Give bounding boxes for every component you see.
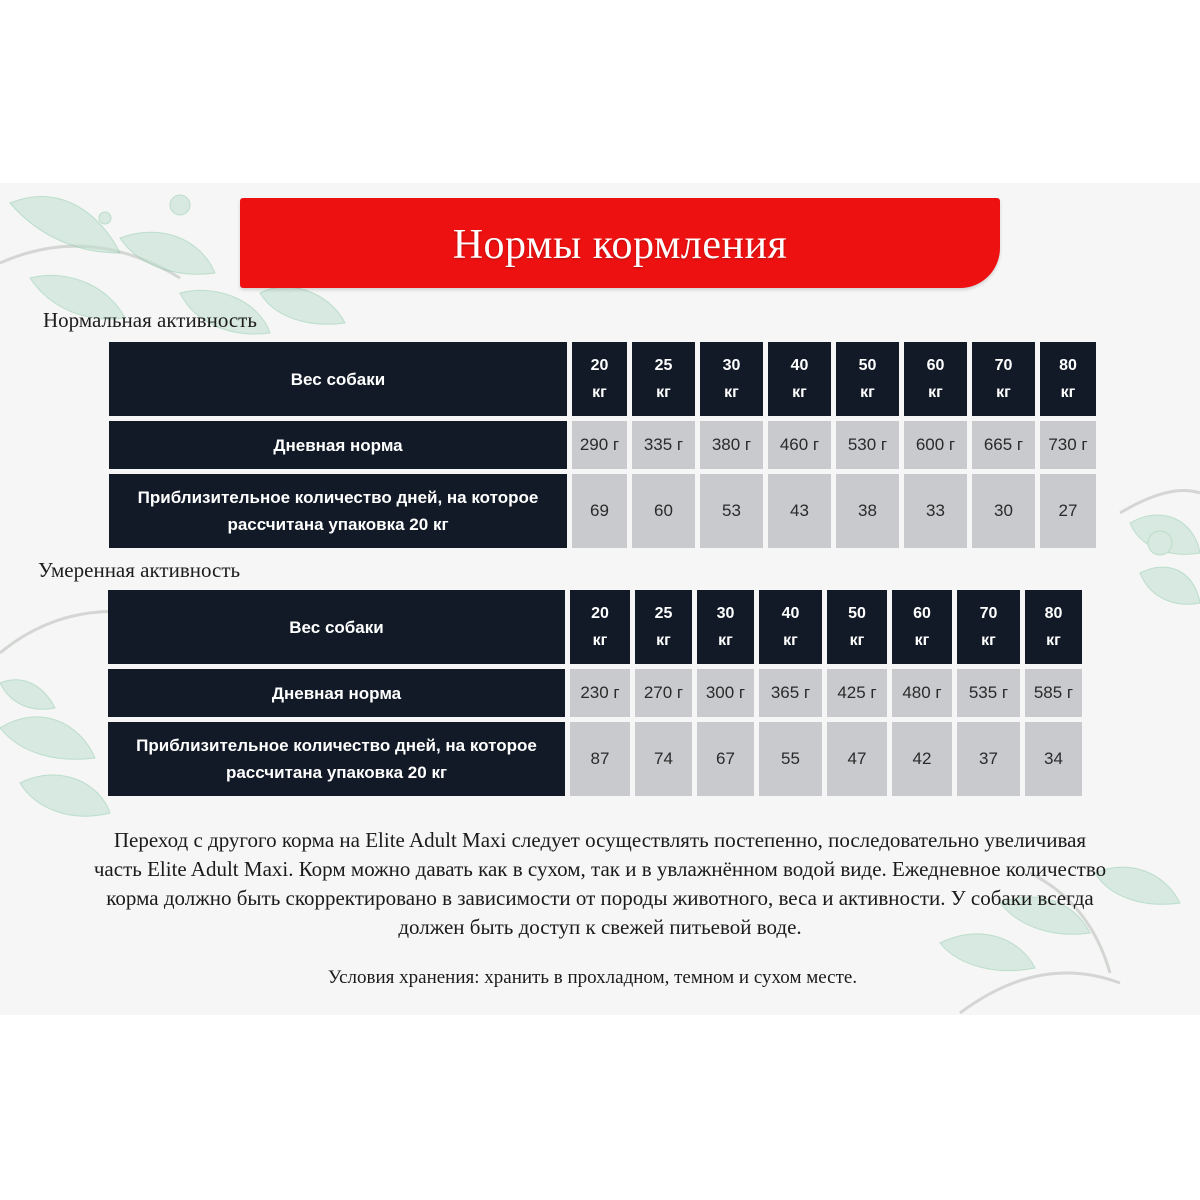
days-value: 30 xyxy=(972,474,1035,548)
weight-cell: 60 кг xyxy=(904,342,967,416)
weight-cell: 20 кг xyxy=(570,590,630,664)
days-value: 47 xyxy=(827,722,887,796)
days-label: Приблизительное количество дней, на которое рассчитана упаковка 20 кг xyxy=(109,474,567,548)
page-title: Нормы кормления xyxy=(452,222,788,268)
table-row xyxy=(108,590,1082,664)
daily-norm-label: Дневная норма xyxy=(109,421,567,469)
weight-cell: 40 кг xyxy=(759,590,822,664)
days-value: 38 xyxy=(836,474,899,548)
days-value: 42 xyxy=(892,722,952,796)
weight-cell: 50 кг xyxy=(827,590,887,664)
storage-conditions: Условия хранения: хранить в прохладном, темном и сухом месте. xyxy=(327,967,858,988)
table-row xyxy=(109,342,1096,416)
daily-norm-value: 600 г xyxy=(904,421,967,469)
daily-norm-value: 425 г xyxy=(827,669,887,717)
section-title-normal: Нормальная активность xyxy=(43,308,257,332)
daily-norm-value: 730 г xyxy=(1040,421,1096,469)
weight-cell: 20 кг xyxy=(572,342,627,416)
daily-norm-value: 380 г xyxy=(700,421,763,469)
weight-cell: 60 кг xyxy=(892,590,952,664)
section-title-moderate: Умеренная активность xyxy=(38,558,241,582)
daily-norm-value: 530 г xyxy=(836,421,899,469)
table-row xyxy=(109,421,1096,469)
weight-label: Вес собаки xyxy=(108,590,565,664)
daily-norm-label: Дневная норма xyxy=(108,669,565,717)
weight-cell: 25 кг xyxy=(635,590,692,664)
weight-cell: 25 кг xyxy=(632,342,695,416)
daily-norm-value: 535 г xyxy=(957,669,1020,717)
daily-norm-value: 290 г xyxy=(572,421,627,469)
weight-cell: 80 кг xyxy=(1025,590,1082,664)
note-line: корма должно быть скорректировано в зависимости от породы животного, веса и активности. У собаки всегда xyxy=(106,886,1094,910)
days-value: 34 xyxy=(1025,722,1082,796)
note-line: Переход с другого корма на Elite Adult Maxi следует осуществлять постепенно, последовательно увеличивая xyxy=(113,828,1087,852)
table-row xyxy=(108,722,1082,796)
weight-cell: 70 кг xyxy=(957,590,1020,664)
days-value: 67 xyxy=(697,722,754,796)
days-label: Приблизительное количество дней, на которое рассчитана упаковка 20 кг xyxy=(108,722,565,796)
days-value: 33 xyxy=(904,474,967,548)
weight-cell: 50 кг xyxy=(836,342,899,416)
title-banner xyxy=(240,198,1000,288)
feeding-table-moderate xyxy=(103,585,1087,801)
daily-norm-value: 480 г xyxy=(892,669,952,717)
days-value: 55 xyxy=(759,722,822,796)
note-line: часть Elite Adult Maxi. Корм можно давать как в сухом, так и в увлажнённом водой виде. Ежедневное количество xyxy=(93,857,1107,881)
days-value: 37 xyxy=(957,722,1020,796)
note-line: должен быть доступ к свежей питьевой воде. xyxy=(398,915,802,939)
daily-norm-value: 665 г xyxy=(972,421,1035,469)
weight-cell: 70 кг xyxy=(972,342,1035,416)
days-value: 74 xyxy=(635,722,692,796)
daily-norm-value: 585 г xyxy=(1025,669,1082,717)
days-value: 60 xyxy=(632,474,695,548)
weight-label: Вес собаки xyxy=(109,342,567,416)
days-value: 69 xyxy=(572,474,627,548)
daily-norm-value: 270 г xyxy=(635,669,692,717)
days-value: 87 xyxy=(570,722,630,796)
daily-norm-value: 300 г xyxy=(697,669,754,717)
table-row xyxy=(109,474,1096,548)
feeding-panel xyxy=(0,183,1200,1015)
daily-norm-value: 460 г xyxy=(768,421,831,469)
daily-norm-value: 335 г xyxy=(632,421,695,469)
daily-norm-value: 365 г xyxy=(759,669,822,717)
transition-note xyxy=(0,826,1200,942)
feeding-table-normal xyxy=(104,337,1101,553)
table-row xyxy=(108,669,1082,717)
weight-cell: 30 кг xyxy=(700,342,763,416)
days-value: 43 xyxy=(768,474,831,548)
days-value: 53 xyxy=(700,474,763,548)
daily-norm-value: 230 г xyxy=(570,669,630,717)
weight-cell: 30 кг xyxy=(697,590,754,664)
days-value: 27 xyxy=(1040,474,1096,548)
weight-cell: 40 кг xyxy=(768,342,831,416)
weight-cell: 80 кг xyxy=(1040,342,1096,416)
